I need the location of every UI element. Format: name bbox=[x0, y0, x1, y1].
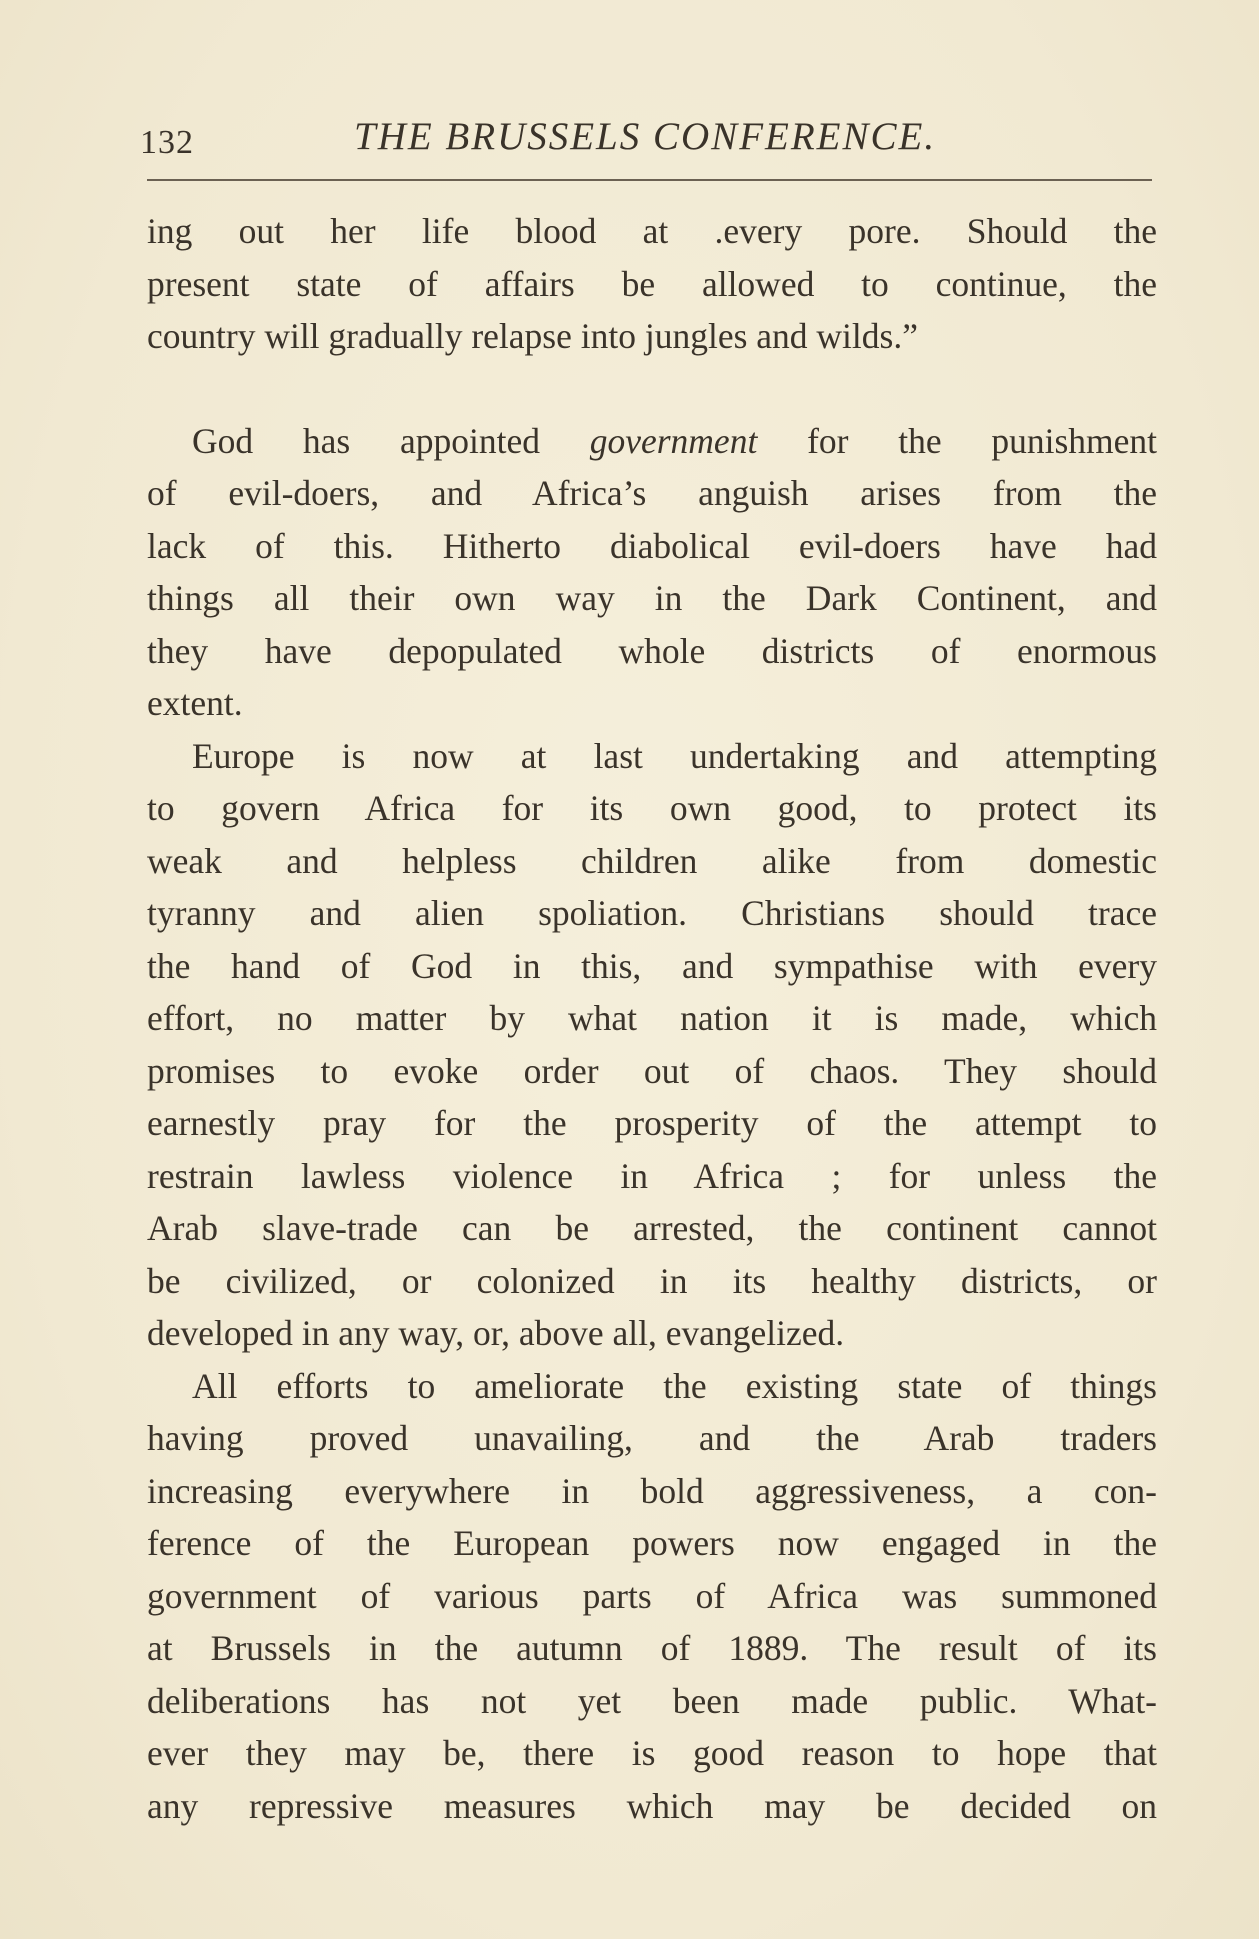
text-line: at Brussels in the autumn of 1889. The result of its bbox=[147, 1628, 1157, 1668]
text-line: restrain lawless violence in Africa ; for unless the bbox=[147, 1155, 1157, 1196]
text-line: country will gradually relapse into jungles and wilds.” bbox=[147, 316, 918, 356]
text-line: government of various parts of Africa was summoned bbox=[147, 1575, 1157, 1616]
page-header bbox=[140, 112, 1160, 162]
text-line bbox=[147, 415, 1157, 468]
text-line: earnestly pray for the prosperity of the attempt to bbox=[147, 1103, 1157, 1143]
text-segment: for the punishment bbox=[757, 420, 1157, 461]
text-line: weak and helpless children alike from domestic bbox=[147, 840, 1157, 881]
text-line: they have depopulated whole districts of enormous bbox=[147, 630, 1157, 671]
text-line: Arab slave-trade can be arrested, the continent cannot bbox=[147, 1208, 1157, 1248]
text-line: All efforts to ameliorate the existing state of things bbox=[192, 1365, 1157, 1406]
text-line: tyranny and alien spoliation. Christians should trace bbox=[147, 893, 1157, 933]
text-line: extent. bbox=[147, 683, 243, 723]
text-line: ing out her life blood at .every pore. Should the bbox=[147, 211, 1157, 251]
paragraph bbox=[147, 1360, 1157, 1833]
text-line: present state of affairs be allowed to continue, the bbox=[147, 263, 1157, 304]
italic-emphasis: government bbox=[589, 420, 758, 461]
paragraph bbox=[147, 415, 1157, 730]
text-line: ever they may be, there is good reason to hope that bbox=[147, 1733, 1157, 1773]
text-line: lack of this. Hitherto diabolical evil-doers have had bbox=[147, 525, 1157, 566]
text-line: Europe is now at last undertaking and attempting bbox=[192, 735, 1157, 776]
header-rule bbox=[147, 179, 1152, 181]
text-line: ference of the European powers now engaged in the bbox=[147, 1523, 1157, 1563]
page-number: 132 bbox=[140, 124, 194, 161]
body-text bbox=[147, 205, 1157, 1832]
text-line: any repressive measures which may be decided on bbox=[147, 1785, 1157, 1826]
text-line: things all their own way in the Dark Continent, and bbox=[147, 578, 1157, 618]
paragraph bbox=[147, 730, 1157, 1360]
text-line: effort, no matter by what nation it is made, which bbox=[147, 998, 1157, 1038]
text-line: having proved unavailing, and the Arab traders bbox=[147, 1418, 1157, 1458]
text-line: be civilized, or colonized in its healthy districts, or bbox=[147, 1260, 1157, 1301]
text-line: promises to evoke order out of chaos. They should bbox=[147, 1050, 1157, 1091]
paragraph bbox=[147, 205, 1157, 363]
text-line: developed in any way, or, above all, evangelized. bbox=[147, 1313, 845, 1353]
text-line: deliberations has not yet been made public. What- bbox=[147, 1680, 1157, 1721]
text-line: increasing everywhere in bold aggressiveness, a con- bbox=[147, 1470, 1157, 1511]
text-line: to govern Africa for its own good, to protect its bbox=[147, 788, 1157, 828]
text-line: the hand of God in this, and sympathise with every bbox=[147, 945, 1157, 986]
text-segment: God has appointed bbox=[192, 420, 590, 461]
running-title: THE BRUSSELS CONFERENCE. bbox=[354, 115, 937, 158]
text-line: of evil-doers, and Africa’s anguish arises from the bbox=[147, 473, 1157, 513]
paragraph-gap bbox=[147, 363, 1157, 415]
